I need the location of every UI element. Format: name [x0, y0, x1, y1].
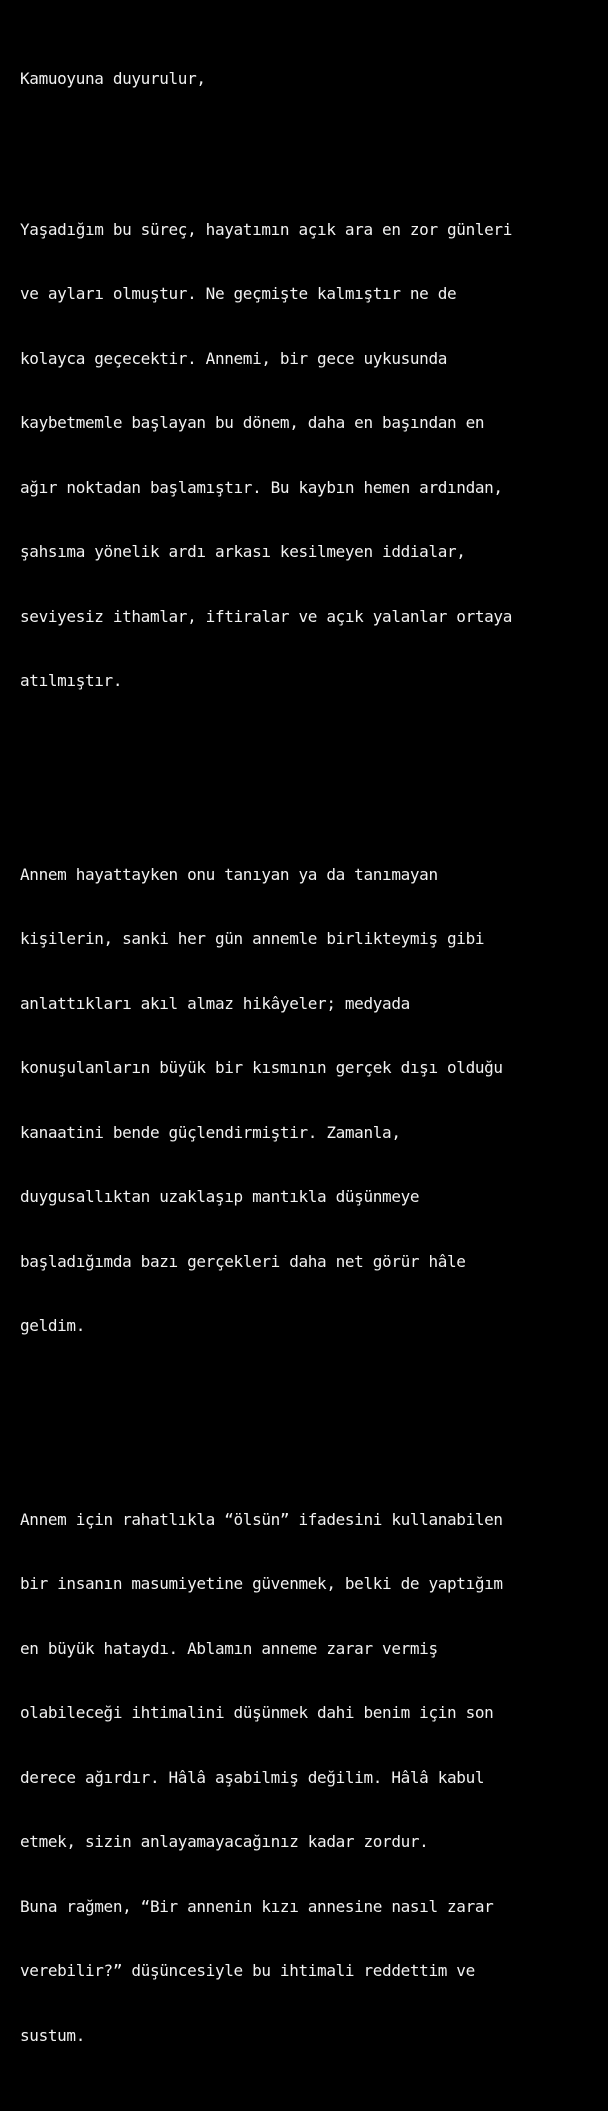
text-line: Annem için rahatlıkla “ölsün” ifadesini kullanabilen [20, 1509, 503, 1529]
text-line: ve ayları olmuştur. Ne geçmişte kalmıştır ne de [20, 284, 457, 303]
paragraph-2 [20, 821, 608, 1380]
text-line: başladığımda bazı gerçekleri daha net görür hâle [20, 1251, 466, 1271]
text-line: verebilir?” düşüncesiyle bu ihtimali reddettim ve [20, 1961, 475, 1980]
text-line: en büyük hataydı. Ablamın anneme zarar vermiş [20, 1638, 438, 1658]
paragraph-3 [20, 1466, 608, 2090]
paragraph-1 [20, 176, 608, 735]
text-line: geldim. [20, 1316, 85, 1335]
text-line: bir insanın masumiyetine güvenmek, belki de yaptığım [20, 1574, 503, 1593]
statement-text [20, 25, 608, 2111]
text-line: konuşulanların büyük bir kısmının gerçek dışı olduğu [20, 1058, 503, 1077]
text-line: sustum. [20, 2025, 85, 2045]
text-line: Yaşadığım bu süreç, hayatımın açık ara en zor günleri [20, 219, 512, 239]
greeting-line: Kamuoyuna duyurulur, [20, 69, 206, 88]
text-line: duygusallıktan uzaklaşıp mantıkla düşünmeye [20, 1187, 420, 1206]
text-line: derece ağırdır. Hâlâ aşabilmiş değilim. Hâlâ kabul [20, 1767, 485, 1787]
text-line: Buna rağmen, “Bir annenin kızı annesine nasıl zarar [20, 1896, 494, 1916]
text-line: Annem hayattayken onu tanıyan ya da tanımayan [20, 864, 438, 884]
text-line: atılmıştır. [20, 671, 123, 690]
text-line: seviyesiz ithamlar, iftiralar ve açık yalanlar ortaya [20, 606, 512, 626]
text-line: kanaatini bende güçlendirmiştir. Zamanla, [20, 1122, 401, 1142]
text-line: şahsıma yönelik ardı arkası kesilmeyen iddialar, [20, 542, 466, 561]
text-line: anlattıkları akıl almaz hikâyeler; medyada [20, 993, 410, 1013]
text-line: kolayca geçecektir. Annemi, bir gece uykusunda [20, 348, 448, 368]
text-line: kişilerin, sanki her gün annemle birlikteymiş gibi [20, 929, 485, 948]
text-line: olabileceği ihtimalini düşünmek dahi benim için son [20, 1703, 494, 1722]
text-line: etmek, sizin anlayamayacağınız kadar zordur. [20, 1832, 429, 1851]
text-line: ağır noktadan başlamıştır. Bu kaybın hemen ardından, [20, 477, 503, 497]
text-line: kaybetmemle başlayan bu dönem, daha en başından en [20, 413, 485, 432]
